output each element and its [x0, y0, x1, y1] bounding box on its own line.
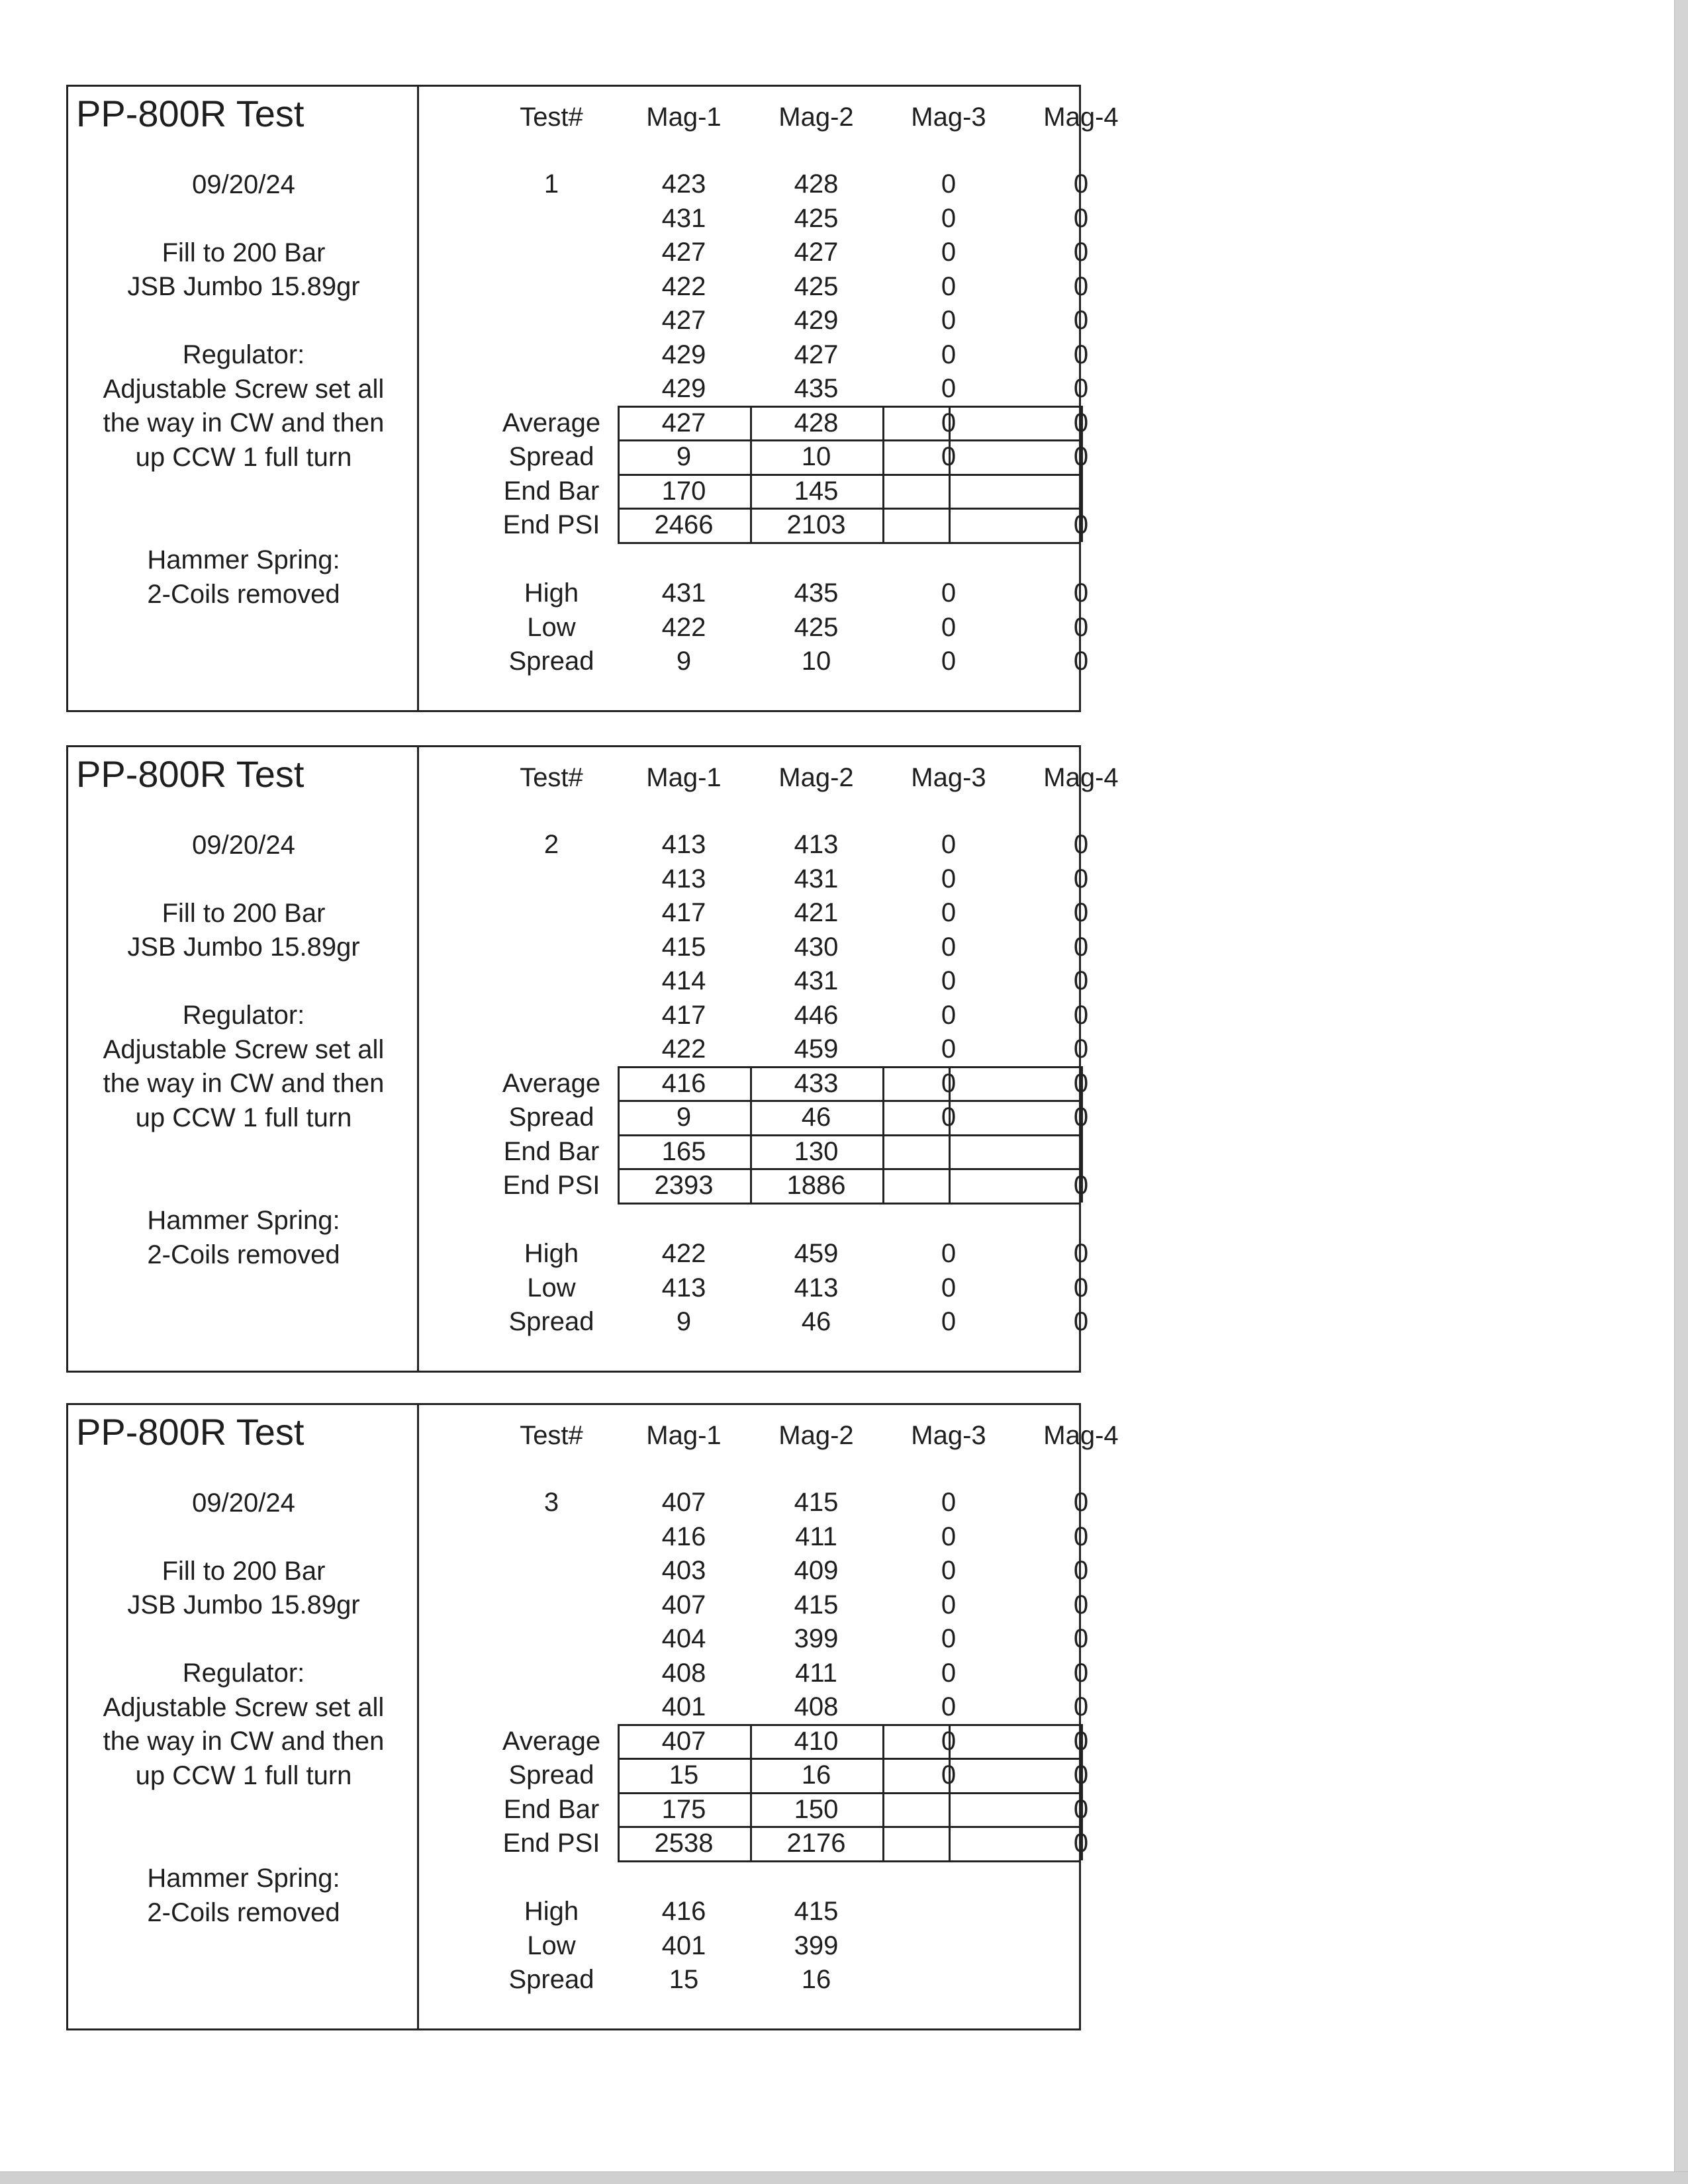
summary-label: End Bar [503, 1136, 600, 1166]
shot-velocity: 0 [941, 169, 957, 199]
shot-velocity: 430 [794, 932, 839, 962]
regulator-note-line: Adjustable Screw set all [103, 1034, 385, 1064]
shot-velocity: 0 [1073, 340, 1089, 369]
shot-velocity: 0 [1073, 169, 1089, 199]
fill-pressure: Fill to 200 Bar [162, 899, 326, 928]
shot-velocity: 421 [794, 898, 839, 927]
summary-label: End PSI [502, 1829, 600, 1858]
summary-grid-line [1081, 1066, 1083, 1203]
shot-velocity: 0 [941, 1556, 957, 1585]
summary-grid-line [949, 1724, 951, 1860]
hilo-value: 0 [941, 647, 957, 676]
summary-value: 10 [801, 442, 831, 471]
shot-velocity: 413 [794, 830, 839, 859]
test-info-panel [68, 87, 419, 710]
velocity-table [419, 1405, 1119, 2028]
fill-pressure: Fill to 200 Bar [162, 1557, 326, 1586]
shot-velocity: 0 [1073, 203, 1089, 233]
summary-value: 0 [941, 1760, 957, 1790]
shot-velocity: 428 [794, 169, 839, 199]
regulator-note-line: up CCW 1 full turn [135, 1760, 352, 1790]
column-header: Mag-1 [646, 763, 722, 792]
hilo-value [1015, 1930, 1147, 1962]
summary-grid-line [618, 1724, 620, 1860]
hilo-label: Low [527, 1931, 576, 1960]
hilo-label: Spread [508, 647, 594, 676]
summary-grid-line [949, 1066, 951, 1203]
shot-velocity: 0 [941, 1522, 957, 1551]
summary-grid-line [949, 406, 951, 542]
column-header: Mag-2 [778, 103, 854, 132]
shot-velocity: 0 [1073, 1522, 1089, 1551]
shot-velocity: 0 [1073, 1034, 1089, 1064]
shot-velocity: 427 [661, 238, 706, 267]
shot-velocity: 0 [941, 966, 957, 995]
shot-velocity: 0 [941, 1692, 957, 1721]
summary-value: 0 [1073, 1829, 1089, 1858]
shot-velocity: 0 [941, 830, 957, 859]
shot-velocity: 427 [661, 306, 706, 335]
hilo-value: 422 [661, 1239, 706, 1268]
hilo-value: 0 [1073, 578, 1089, 608]
shot-velocity: 431 [661, 203, 706, 233]
summary-value: 15 [669, 1760, 699, 1790]
hilo-value [882, 1930, 1015, 1962]
test-title: PP-800R Test [76, 753, 305, 795]
summary-value: 0 [1073, 1103, 1089, 1132]
summary-value: 0 [941, 1103, 957, 1132]
shot-velocity: 407 [661, 1590, 706, 1619]
hammer-note-line: 2-Coils removed [147, 579, 340, 609]
fill-pressure: Fill to 200 Bar [162, 238, 326, 267]
shot-velocity: 0 [1073, 898, 1089, 927]
summary-grid-line [618, 542, 1081, 544]
scan-edge-bottom [0, 2171, 1688, 2184]
summary-grid-line [750, 406, 752, 542]
shot-velocity: 431 [794, 966, 839, 995]
hammer-note-line: 2-Coils removed [147, 1897, 340, 1927]
summary-grid-line [750, 1724, 752, 1860]
shot-velocity: 0 [1073, 374, 1089, 403]
hilo-value: 413 [794, 1273, 839, 1302]
regulator-note-line: up CCW 1 full turn [135, 1103, 352, 1132]
shot-velocity: 0 [941, 271, 957, 301]
hilo-label: Spread [508, 1307, 594, 1336]
shot-velocity: 408 [661, 1658, 706, 1688]
shot-velocity: 401 [661, 1692, 706, 1721]
summary-value: 0 [1073, 1171, 1089, 1200]
shot-velocity: 0 [941, 374, 957, 403]
summary-value: 410 [794, 1726, 839, 1756]
shot-velocity: 0 [941, 203, 957, 233]
hilo-value: 9 [676, 1307, 692, 1336]
hilo-value: 431 [661, 578, 706, 608]
test-date: 09/20/24 [192, 831, 295, 860]
shot-velocity: 416 [661, 1522, 706, 1551]
shot-velocity: 422 [661, 1034, 706, 1064]
shot-velocity: 0 [941, 1624, 957, 1653]
summary-label: End Bar [503, 1794, 600, 1824]
summary-value: 145 [794, 476, 839, 506]
column-header: Mag-3 [911, 1421, 986, 1450]
shot-velocity: 414 [661, 966, 706, 995]
summary-grid-line [618, 1168, 1081, 1170]
hilo-value: 399 [794, 1931, 839, 1960]
test-date: 09/20/24 [192, 1488, 295, 1518]
hilo-label: High [524, 1897, 579, 1926]
shot-velocity: 459 [794, 1034, 839, 1064]
pellet-type: JSB Jumbo 15.89gr [127, 933, 360, 962]
column-header: Mag-2 [778, 763, 854, 792]
summary-grid-line [1081, 1724, 1083, 1860]
velocity-table [419, 87, 1119, 710]
summary-grid-line [618, 1066, 620, 1203]
test-number: 2 [543, 830, 559, 859]
hilo-label: Spread [508, 1965, 594, 1994]
summary-grid-line [750, 1066, 752, 1203]
summary-label: End PSI [502, 1171, 600, 1200]
summary-value: 130 [794, 1136, 839, 1166]
summary-value: 2538 [654, 1829, 714, 1858]
shot-velocity: 0 [1073, 864, 1089, 893]
shot-velocity: 413 [661, 864, 706, 893]
regulator-note-line: Regulator: [182, 1001, 305, 1030]
summary-value: 0 [1073, 1794, 1089, 1824]
hammer-note-line: Hammer Spring: [147, 1864, 340, 1893]
summary-value: 0 [1073, 510, 1089, 539]
shot-velocity: 0 [941, 898, 957, 927]
summary-grid-line [618, 1758, 1081, 1760]
summary-grid-line [618, 474, 1081, 476]
summary-grid-line [618, 1066, 1081, 1068]
column-header: Mag-2 [778, 1421, 854, 1450]
hammer-note-line: Hammer Spring: [147, 545, 340, 574]
shot-velocity: 404 [661, 1624, 706, 1653]
summary-grid-line [618, 1826, 1081, 1828]
shot-velocity: 417 [661, 1000, 706, 1030]
summary-value: 16 [801, 1760, 831, 1790]
summary-value: 0 [1073, 408, 1089, 437]
column-header: Mag-4 [1043, 763, 1119, 792]
test-title: PP-800R Test [76, 1411, 305, 1453]
test-date: 09/20/24 [192, 170, 295, 199]
test-info-panel [68, 1405, 419, 2028]
summary-value: 170 [661, 476, 706, 506]
shot-velocity: 399 [794, 1624, 839, 1653]
hilo-value: 425 [794, 612, 839, 642]
shot-velocity: 415 [661, 932, 706, 962]
summary-value: 0 [1073, 1726, 1089, 1756]
regulator-note-line: the way in CW and then [103, 408, 385, 437]
shot-velocity: 446 [794, 1000, 839, 1030]
test-number: 1 [543, 169, 559, 199]
summary-value: 9 [676, 442, 692, 471]
shot-velocity: 0 [941, 1658, 957, 1688]
shot-velocity: 0 [1073, 1658, 1089, 1688]
summary-grid-line [618, 1792, 1081, 1794]
shot-velocity: 0 [1073, 306, 1089, 335]
column-header: Mag-3 [911, 103, 986, 132]
shot-velocity: 427 [794, 340, 839, 369]
pellet-type: JSB Jumbo 15.89gr [127, 272, 360, 301]
summary-value: 416 [661, 1068, 706, 1098]
shot-velocity: 427 [794, 238, 839, 267]
shot-velocity: 431 [794, 864, 839, 893]
summary-value: 46 [801, 1103, 831, 1132]
summary-value: 428 [794, 408, 839, 437]
column-header: Mag-3 [911, 763, 986, 792]
summary-grid-line [618, 1860, 1081, 1862]
shot-velocity: 0 [1073, 1000, 1089, 1030]
shot-velocity: 435 [794, 374, 839, 403]
shot-velocity: 0 [941, 340, 957, 369]
column-header: Mag-1 [646, 1421, 722, 1450]
test-title: PP-800R Test [76, 93, 305, 134]
summary-grid-line [618, 439, 1081, 441]
hilo-value: 459 [794, 1239, 839, 1268]
shot-velocity: 415 [794, 1488, 839, 1517]
hilo-label: High [524, 1239, 579, 1268]
summary-value: 433 [794, 1068, 839, 1098]
shot-velocity: 0 [1073, 1488, 1089, 1517]
summary-label: Average [502, 1726, 601, 1756]
summary-grid-line [618, 508, 1081, 510]
summary-value: 9 [676, 1103, 692, 1132]
shot-velocity: 413 [661, 830, 706, 859]
column-header: Mag-1 [646, 103, 722, 132]
summary-value: 165 [661, 1136, 706, 1166]
column-header: Mag-4 [1043, 1421, 1119, 1450]
hilo-value [882, 1964, 1015, 1995]
hilo-value [882, 1895, 1015, 1927]
hilo-value: 0 [1073, 1307, 1089, 1336]
hilo-value: 46 [801, 1307, 831, 1336]
shot-velocity: 422 [661, 271, 706, 301]
summary-value: 2393 [654, 1171, 714, 1200]
shot-velocity: 0 [1073, 238, 1089, 267]
shot-velocity: 0 [941, 238, 957, 267]
shot-velocity: 429 [661, 340, 706, 369]
shot-velocity: 0 [941, 932, 957, 962]
column-header: Mag-4 [1043, 103, 1119, 132]
hilo-value: 413 [661, 1273, 706, 1302]
summary-label: Average [502, 1068, 601, 1098]
summary-value: 0 [1073, 1760, 1089, 1790]
shot-velocity: 415 [794, 1590, 839, 1619]
summary-value: 175 [661, 1794, 706, 1824]
summary-grid-line [618, 1100, 1081, 1102]
hilo-label: Low [527, 1273, 576, 1302]
summary-value: 2103 [786, 510, 846, 539]
regulator-note-line: Adjustable Screw set all [103, 1692, 385, 1722]
hilo-value: 0 [1073, 647, 1089, 676]
shot-velocity: 0 [941, 306, 957, 335]
hilo-value: 416 [661, 1897, 706, 1926]
summary-value: 150 [794, 1794, 839, 1824]
shot-velocity: 0 [941, 1034, 957, 1064]
summary-value: 2176 [786, 1829, 846, 1858]
shot-velocity: 0 [1073, 1590, 1089, 1619]
hilo-value: 9 [676, 647, 692, 676]
shot-velocity: 411 [795, 1658, 837, 1688]
hilo-value: 0 [941, 1273, 957, 1302]
test-block [66, 85, 1119, 712]
summary-value: 427 [661, 408, 706, 437]
regulator-note-line: Regulator: [182, 340, 305, 369]
velocity-table [419, 747, 1119, 1371]
shot-velocity: 0 [1073, 271, 1089, 301]
hilo-value: 422 [661, 612, 706, 642]
summary-grid-line [618, 1724, 1081, 1726]
summary-label: End PSI [502, 510, 600, 539]
summary-value: 2466 [654, 510, 714, 539]
summary-label: End Bar [503, 476, 600, 506]
summary-grid-line [618, 406, 620, 542]
summary-label: Spread [508, 1760, 594, 1790]
column-header: Test# [520, 1421, 583, 1450]
hilo-value: 401 [661, 1931, 706, 1960]
hilo-value: 10 [801, 647, 831, 676]
shot-velocity: 403 [661, 1556, 706, 1585]
shot-velocity: 0 [1073, 830, 1089, 859]
summary-value: 1886 [786, 1171, 846, 1200]
shot-velocity: 0 [1073, 1692, 1089, 1721]
shot-velocity: 417 [661, 898, 706, 927]
hilo-label: Low [527, 612, 576, 642]
shot-velocity: 0 [941, 864, 957, 893]
regulator-note-line: Regulator: [182, 1659, 305, 1688]
hilo-value: 435 [794, 578, 839, 608]
summary-label: Spread [508, 1103, 594, 1132]
summary-value: 0 [941, 1726, 957, 1756]
summary-grid-line [1081, 406, 1083, 542]
summary-label: Average [502, 408, 601, 437]
shot-velocity: 408 [794, 1692, 839, 1721]
shot-velocity: 429 [661, 374, 706, 403]
shot-velocity: 0 [1073, 932, 1089, 962]
shot-velocity: 0 [1073, 1556, 1089, 1585]
hilo-value: 0 [1073, 612, 1089, 642]
hilo-label: High [524, 578, 579, 608]
shot-velocity: 0 [941, 1590, 957, 1619]
hilo-value [1015, 1895, 1147, 1927]
hilo-value: 0 [1073, 1273, 1089, 1302]
summary-grid-line [882, 406, 884, 542]
hilo-value: 0 [941, 612, 957, 642]
hammer-note-line: 2-Coils removed [147, 1240, 340, 1269]
regulator-note-line: up CCW 1 full turn [135, 442, 352, 472]
regulator-note-line: Adjustable Screw set all [103, 374, 385, 404]
summary-value: 0 [1073, 442, 1089, 471]
hilo-value: 0 [941, 578, 957, 608]
test-block [66, 1403, 1119, 2030]
summary-label: Spread [508, 442, 594, 471]
summary-value: 407 [661, 1726, 706, 1756]
hammer-note-line: Hammer Spring: [147, 1206, 340, 1235]
test-info-panel [68, 747, 419, 1371]
summary-grid-line [882, 1066, 884, 1203]
summary-grid-line [618, 406, 1081, 408]
summary-value: 0 [941, 1068, 957, 1098]
shot-velocity: 0 [1073, 966, 1089, 995]
shot-velocity: 425 [794, 271, 839, 301]
shot-velocity: 0 [941, 1000, 957, 1030]
regulator-note-line: the way in CW and then [103, 1727, 385, 1756]
column-header: Test# [520, 103, 583, 132]
shot-velocity: 411 [795, 1522, 837, 1551]
hilo-value: 0 [941, 1239, 957, 1268]
test-block [66, 745, 1119, 1373]
hilo-value [1015, 1964, 1147, 1995]
scan-edge-right [1674, 0, 1688, 2184]
shot-velocity: 423 [661, 169, 706, 199]
hilo-value: 0 [941, 1307, 957, 1336]
summary-value: 0 [941, 442, 957, 471]
summary-value: 0 [941, 408, 957, 437]
summary-grid-line [882, 1724, 884, 1860]
hilo-value: 415 [794, 1897, 839, 1926]
hilo-value: 16 [801, 1965, 831, 1994]
column-header: Test# [520, 763, 583, 792]
shot-velocity: 409 [794, 1556, 839, 1585]
summary-value: 0 [1073, 1068, 1089, 1098]
shot-velocity: 0 [1073, 1624, 1089, 1653]
regulator-note-line: the way in CW and then [103, 1069, 385, 1098]
test-number: 3 [543, 1488, 559, 1517]
pellet-type: JSB Jumbo 15.89gr [127, 1590, 360, 1619]
summary-grid-line [618, 1203, 1081, 1205]
hilo-value: 15 [669, 1965, 699, 1994]
shot-velocity: 429 [794, 306, 839, 335]
summary-grid-line [618, 1134, 1081, 1136]
shot-velocity: 0 [941, 1488, 957, 1517]
shot-velocity: 407 [661, 1488, 706, 1517]
shot-velocity: 425 [794, 203, 839, 233]
hilo-value: 0 [1073, 1239, 1089, 1268]
